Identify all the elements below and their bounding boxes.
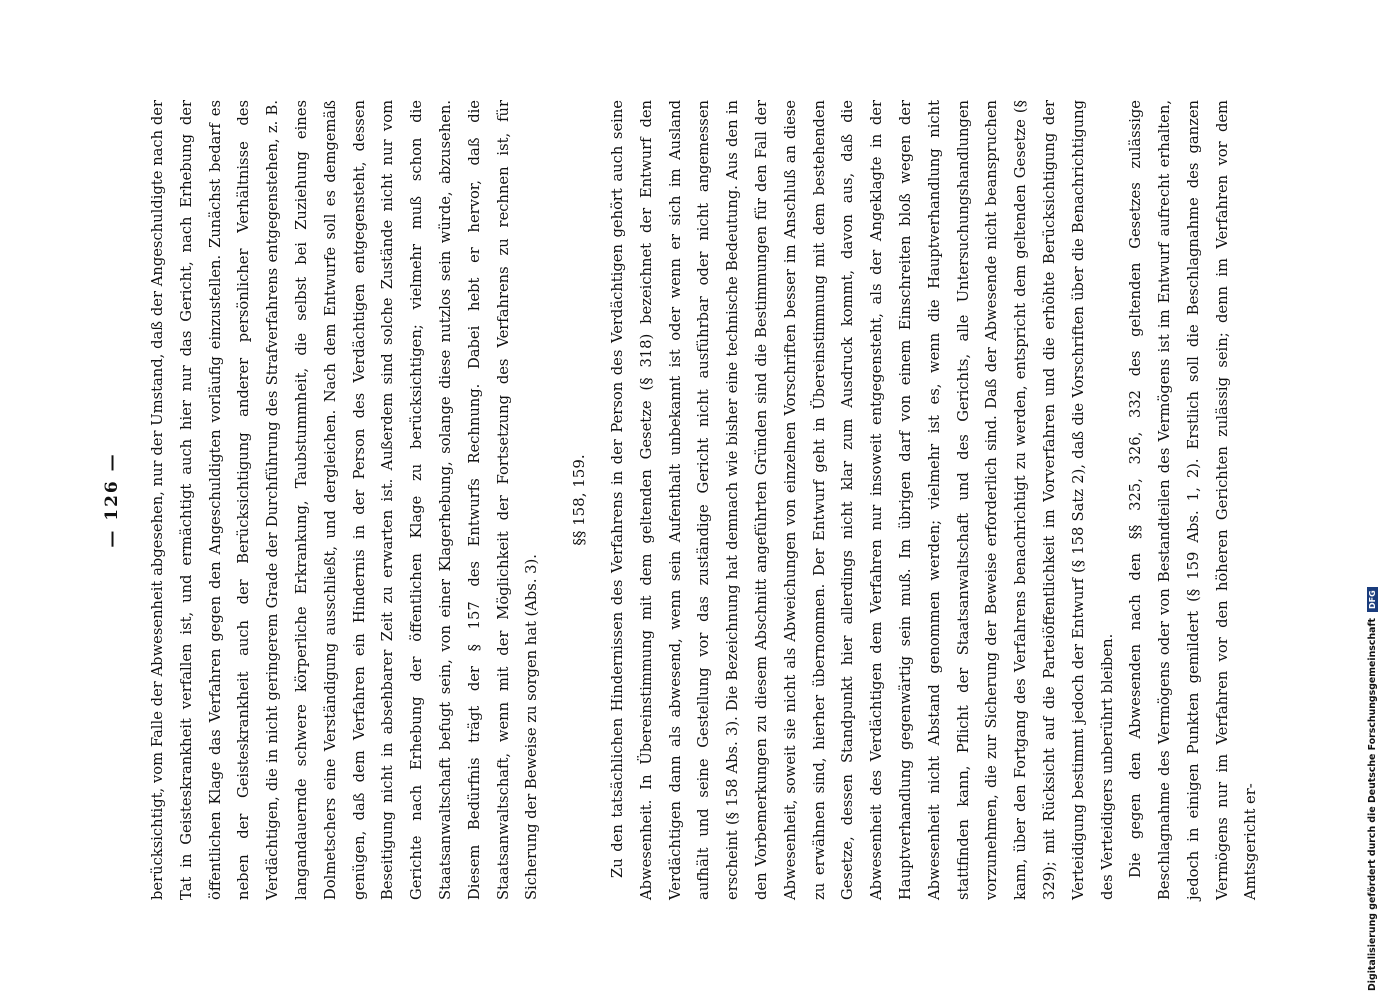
funding-notice: Digitalisierung gefördert durch die Deutsche Forschungsgemeinschaft — [1366, 617, 1378, 991]
paragraph: Die gegen den Abwesenden nach den §§ 325, 326, 332 des geltenden Gesetzes zulässige Beschlagnahme des Vermögens oder von Bestandteilen des Vermögens ist im Entwurf aufrecht erhalten, jedoch in einigen Punkten gemildert (§ 159 Abs. 1, 2). Erstlich soll die Beschlagnahme des ganzen Vermögens nur im Verfahren vor den höheren Gerichten zulässig sein; denn im Verfahren vor dem Amtsgericht er- — [1127, 100, 1260, 900]
page-number: — 126 — — [102, 452, 122, 548]
paragraph: Zu den tatsächlichen Hindernissen des Verfahrens in der Person des Verdächtigen gehört auch seine Abwesenheit. In Übereinstimmung mit dem geltenden Gesetze (§ 318) bezeichnet der Entwurf den Verdächtigen dann als abwesend, wenn sein Aufenthalt unbekannt ist oder wenn er sich im Ausland aufhält und seine Gestellung vor das zuständige Gericht nicht ausführbar oder nicht angemessen erscheint (§ 158 Abs. 3). Die Bezeichnung hat demnach wie bisher eine technische Bedeutung. Aus den in den Vorbemerkungen zu diesem Abschnitt angeführten Gründen sind die Bestimmungen für den Fall der Abwesenheit, soweit sie nicht als Abweichungen von einzelnen Vorschriften besser im Anschluß an diese zu erwähnen sind, hierher übernommen. Der Entwurf geht in Übereinstimmung mit dem bestehenden Gesetze, dessen Standpunkt hier allerdings nicht klar zum Ausdruck kommt, davon aus, daß die Abwesenheit des Verdächtigen dem Verfahren nur insoweit entgegensteht, als der Angeklagte in der Hauptverhandlung gegenwärtig sein muß. Im übrigen darf von einem Einschreiten bloß wegen der Abwesenheit nicht Abstand genommen werden; vielmehr ist es, wenn die Hauptverhandlung nicht stattfinden kann, Pflicht der Staatsanwaltschaft und des Gerichts, alle Untersuchungshandlungen vorzunehmen, die zur Sicherung der Beweise erforderlich sind. Daß der Abwesende nicht beanspruchen kann, über den Fortgang des Verfahrens benachrichtigt zu werden, entspricht dem geltenden Gesetze (§ 329); mit Rücksicht auf die Parteiöffentlichkeit im Vorverfahren und die erhöhte Berücksichtigung der Verteidigung bestimmt jedoch der Entwurf (§ 158 Satz 2), daß die Vorschriften über die Benachrichtigung des Verteidigers unberührt bleiben. — [608, 100, 1116, 900]
scanned-page — [102, 100, 1282, 900]
paragraph: berücksichtigt, vom Falle der Abwesenheit abgesehen, nur der Umstand, daß der Angeschuldigte nach der Tat in Geisteskrankheit verfallen ist, und ermächtigt auch hier nur das Gericht, nach Erhebung der öffentlichen Klage das Verfahren gegen den Angeschuldigten vorläufig einzustellen. Zunächst bedarf es neben der Geisteskrankheit auch der Berücksichtigung anderer persönlicher Verhältnisse des Verdächtigen, die in nicht geringerem Grade der Durchführung des Strafverfahrens entgegenstehen, z. B. langandauernde schwere körperliche Erkrankung, Taubstummheit, die selbst bei Zuziehung eines Dolmetschers eine Verständigung ausschließt, und dergleichen. Nach dem Entwurfe soll es demgemäß genügen, daß dem Verfahren ein Hindernis in der Person des Verdächtigen entgegensteht, dessen Beseitigung nicht in absehbarer Zeit zu erwarten ist. Außerdem sind solche Zustände nicht nur vom Gerichte nach Erhebung der öffentlichen Klage zu berücksichtigen; vielmehr muß schon die Staatsanwaltschaft befugt sein, von einer Klagerhebung, solange diese nutzlos sein würde, abzusehen. Diesem Bedürfnis trägt der § 157 des Entwurfs Rechnung. Dabei hebt er hervor, daß die Staatsanwaltschaft, wenn mit der Möglichkeit der Fortsetzung des Verfahrens zu rechnen ist, für Sicherung der Beweise zu sorgen hat (Abs. 3). — [149, 100, 541, 900]
section-heading: §§ 158, 159. — [570, 454, 589, 546]
page-body — [144, 100, 1266, 900]
dfg-logo: DFG — [1367, 587, 1378, 612]
funding-sidebar — [1360, 6, 1383, 996]
